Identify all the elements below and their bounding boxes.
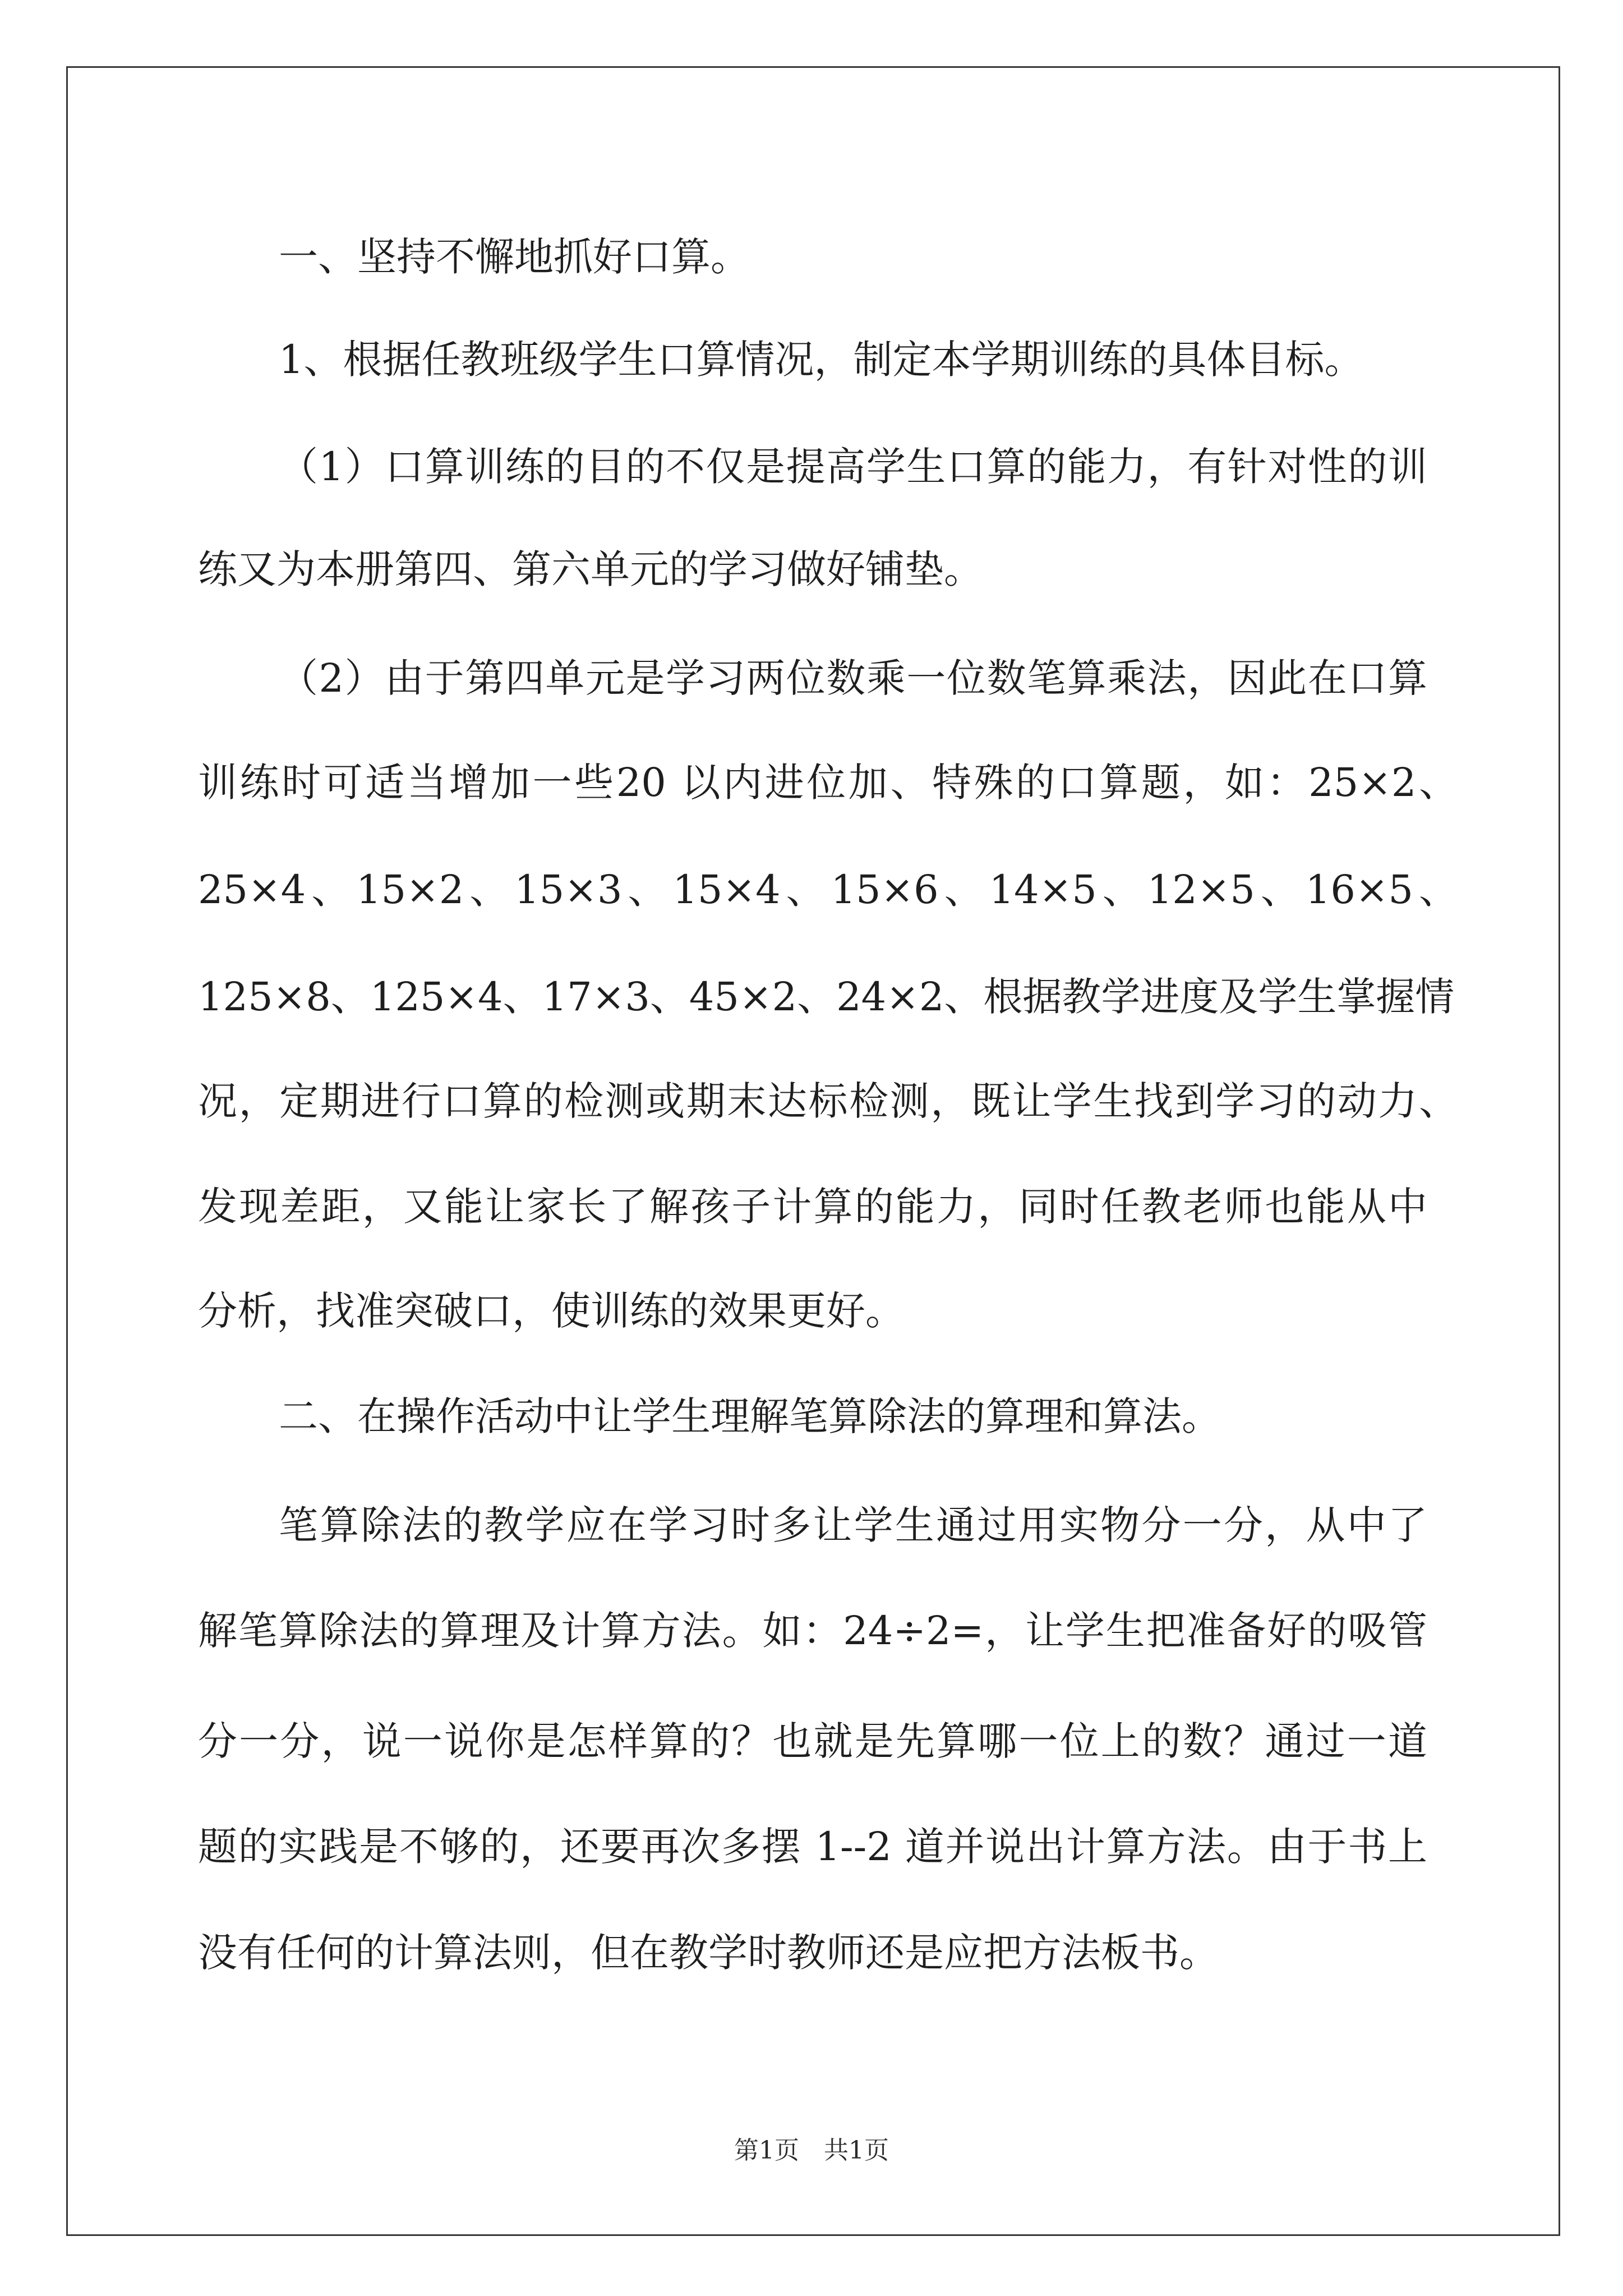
text-line: 一、坚持不懈地抓好口算。 <box>279 234 750 280</box>
text-line: 题的实践是不够的，还要再次多摆 1--2 道并说出计算方法。由于书上 <box>198 1824 1427 1870</box>
text-line: 分析，找准突破口，使训练的效果更好。 <box>198 1288 905 1334</box>
text-line: 没有任何的计算法则，但在教学时教师还是应把方法板书。 <box>198 1930 1219 1976</box>
text-line: 25×4、15×2、15×3、15×4、15×6、14×5、12×5、16×5、 <box>198 867 1458 913</box>
page-border <box>66 66 1560 2236</box>
page-footer-indicator: 第1页 共1页 <box>734 2136 889 2165</box>
text-line: 解笔算除法的算理及计算方法。如：24÷2=，让学生把准备好的吸管 <box>198 1608 1427 1654</box>
text-line: 分一分，说一说你是怎样算的？也就是先算哪一位上的数？通过一道 <box>198 1718 1427 1764</box>
text-line: 发现差距，又能让家长了解孩子计算的能力，同时任教老师也能从中 <box>198 1184 1427 1230</box>
text-line: （1）口算训练的目的不仅是提高学生口算的能力，有针对性的训 <box>279 444 1427 490</box>
text-line: 练又为本册第四、第六单元的学习做好铺垫。 <box>198 546 983 592</box>
text-line: 笔算除法的教学应在学习时多让学生通过用实物分一分，从中了 <box>279 1502 1427 1548</box>
text-line: 1、根据任教班级学生口算情况，制定本学期训练的具体目标。 <box>279 337 1364 383</box>
text-line: 况，定期进行口算的检测或期末达标检测，既让学生找到学习的动力、 <box>198 1078 1458 1124</box>
text-line: （2）由于第四单元是学习两位数乘一位数笔算乘法，因此在口算 <box>279 655 1427 701</box>
text-line: 训练时可适当增加一些20 以内进位加、特殊的口算题，如：25×2、 <box>198 760 1458 806</box>
text-line: 二、在操作活动中让学生理解笔算除法的算理和算法。 <box>279 1393 1221 1439</box>
text-line: 125×8、125×4、17×3、45×2、24×2、根据教学进度及学生掌握情 <box>198 974 1455 1020</box>
